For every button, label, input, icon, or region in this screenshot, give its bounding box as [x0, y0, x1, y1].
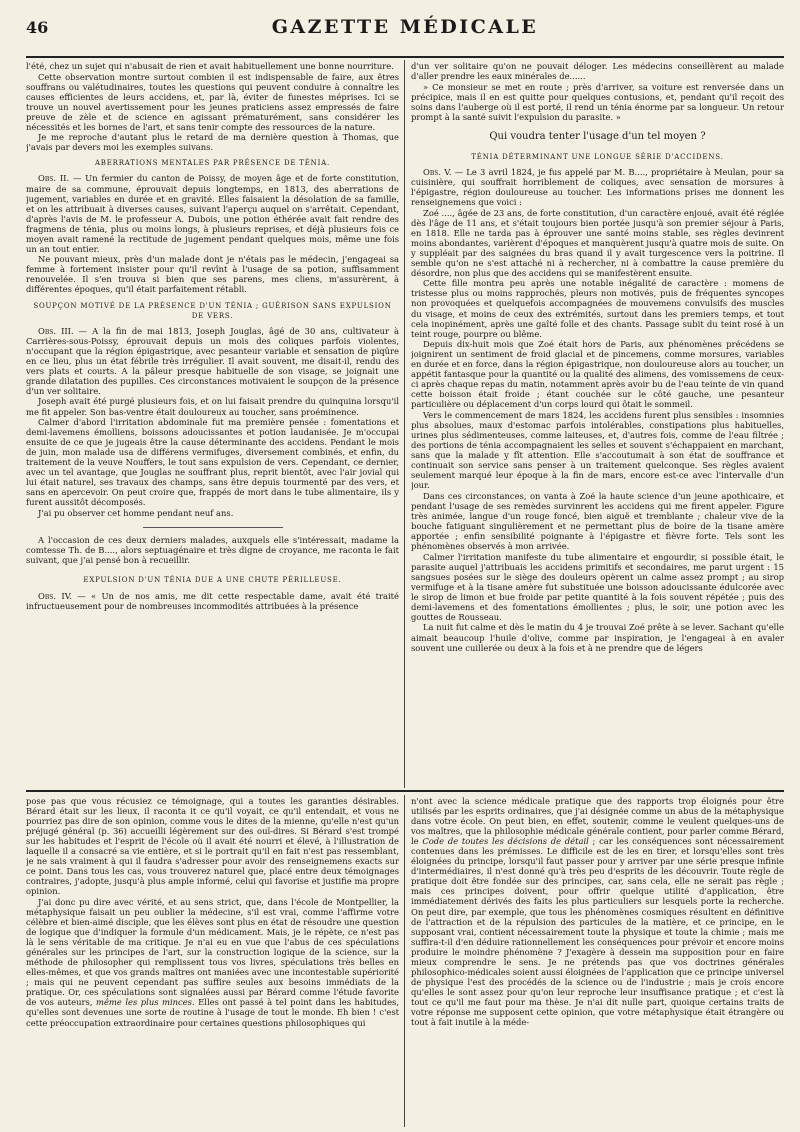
column-top-left — [26, 61, 399, 786]
paragraph: Joseph avait été purgé plusieurs fois, et on lui faisait prendre du quinquina lorsqu'il me fit appeler. Son bas-ventre était douloureux au toucher, sans proéminence. — [26, 396, 399, 417]
column-divider-bottom — [404, 795, 405, 1127]
paragraph: J'ai pu observer cet homme pendant neuf ans. — [38, 507, 234, 518]
paragraph: Cette observation montre surtout combien il est indispensable de faire, aux êtres souffrans ou valétudinaires, toutes les questions qui peuvent conduire à connaître les causes efficientes de leurs accidens, et, par là, éviter de funestes méprises. Ici se trouve un nouvel avertissement pour les jeunes praticiens assez empressés de faire preuve de zèle et de science en agissant prématurément, sans considérer les nécessités et les bornes de l'art, et sans tenir compte des ressources de la nature. — [26, 71, 399, 132]
paragraph: Zoé ...., âgée de 23 ans, de forte constitution, d'un caractère enjoué, avait été réglée dès l'âge de 11 ans, et s'était toujours bien portée jusqu'à son premier séjour à Paris, en 1818. Elle ne tarda pas à éprouver une santé moins stable, ses règles devinrent moins abondantes, varièrent d'époques et manquèrent jusqu'à quatre mois de suite. On y suppléait par des saignées du bras quand il y avait turgescence vers la poitrine. Il semble qu'on ne s'est attaché ni à rechercher, ni à combattre la cause première du désordre, non plus que des accidens qui se manifestèrent ensuite. — [411, 207, 784, 278]
paragraph: Ne pouvant mieux, près d'un malade dont je n'étais pas le médecin, j'engageai sa femme à fortement insister pour qu'il revînt à l'usage de sa potion, suffisamment renouvelée. Il s'en trouva si bien que ses parens, mes cliens, m'assurèrent, à différentes époques, qu'il était parfaitement rétabli. — [26, 254, 399, 295]
paragraph: A l'occasion de ces deux derniers malades, auxquels elle s'intéressait, madame la comtesse Th. de B...., alors septuagénaire et très digne de croyance, me raconta le fait suivant, que j'ai pensé bon à recueillir. — [26, 535, 399, 566]
paragraph — [26, 897, 399, 1028]
observation-paragraph — [26, 173, 399, 253]
paragraph — [411, 796, 784, 1027]
paragraph: Vers le commencement de mars 1824, les accidens furent plus sensibles : insomnies plus absolues, maux d'estomac parfois intolérables, constipations plus habituelles, urines plus sédimenteuses, comme laiteuses, et, d'autres fois, comme de l'eau filtrée ; des portions de ténia accompagnaient les selles et souvent s'échappaient en marchant, sans que la malade y fît attention. Elle s'accoutumait à son état de souffrance et continuait son service sans penser à un traitement quelconque. Ses règles avaient seulement marqué leur époque à la fin de mars, encore est-ce avec l'intervalle d'un jour. — [411, 410, 784, 491]
paragraph: pose pas que vous récusiez ce témoignage, qui a toutes les garanties désirables. Bérard était sur les lieux, il raconta it ce qu'il voyait, ce qu'il entendait, et vous ne pourriez pas dire de son opinion, comme vous le dites de la mienne, qu'elle n'est qu'un préjugé général (p. 36) accueilli légèrement sur des ouï-dires. Si Bérard s'est trompé sur les habitudes et l'esprit de l'école où il avait été nourri et élevé, à l'illustration de laquelle il a consacré sa vie entière, et si le portrait qu'il en fait n'est pas ressemblant, je ne sais vraiment à qui il faudra s'adresser pour avoir des renseignemens exacts sur ce point. Dans tous les cas, vous trouverez naturel que, placé entre deux témoignages contraires, j'adopte, jusqu'à plus ample informé, celui qui favorise et justifie ma propre opinion. — [26, 796, 399, 897]
paragraph: » Ce monsieur se met en route ; près d'arriver, sa voiture est renversée dans un précipice, mais il en est quitte pour quelques contusions, et, pendant qu'il reçoit des soins dans l'auberge où il est porté, il rend un ténia énorme par sa longueur. Un retour prompt à la santé suivit l'expulsion du parasite. » — [411, 81, 784, 122]
column-bottom-right — [411, 796, 784, 1126]
section-heading: EXPULSION D'UN TÉNIA DUE A UNE CHUTE PÉRILLEUSE. — [83, 576, 342, 585]
column-bottom-left — [26, 796, 399, 1126]
emphasis-text: Code de toutes les décisions de détail — [422, 836, 589, 847]
paragraph: Je me reproche d'autant plus le retard de ma dernière question à Thomas, que j'avais par devers moi les exemples suivans. — [26, 132, 399, 153]
observation-paragraph — [26, 591, 399, 611]
section-heading: TÉNIA DÉTERMINANT UNE LONGUE SÉRIE D'ACCIDENS. — [471, 152, 724, 161]
paragraph: Calmer l'irritation manifeste du tube alimentaire et engourdir, si possible était, le parasite auquel j'attribuais les accidens primitifs et secondaires, me parut urgent : 15 sangsues posées sur le siège des douleurs opèrent un calme assez prompt ; au sirop vermifuge et à la tisane amère fut substituée une boisson adoucissante édulcorée avec le sirop de limon et bue froide par petite quantité à la fois souvent répétée ; puis des demi-lavemens et des fomentations émollientes ; plus, le soir, une potion avec les gouttes de Rousseau. — [411, 551, 784, 622]
observation-label: Obs. III. — [38, 325, 74, 336]
observation-label: Obs. V. — [423, 166, 452, 177]
observation-label: Obs. II. — [38, 173, 70, 184]
paragraph: Calmer d'abord l'irritation abdominale fut ma première pensée : fomentations et demi-lavemens émolliens, boissons adoucissantes et potion laudanisée. Je m'occupai ensuite de ce que je jugeais être la cause déterminante des accidens. Pendant le mois de juin, mon malade usa de différens vermifuges, diversement combinés, et enfin, du traitement de la veuve Nouffers, le tout sans expulsion de vers. Cependant, ce dernier, avec un tel avantage, que Jouglas ne souffrant plus, reprit bientôt, avec l'air jovial qui lui était naturel, ses travaux des champs, sans être depuis tourmenté par des vers, et sans en apercevoir. On peut croire que, frappés de mort dans le tube alimentaire, ils y furent aussitôt décomposés. — [26, 417, 399, 508]
observation-text: — A la fin de mai 1813, Joseph Jouglas, âgé de 30 ans, cultivateur à Carrières-sous-Poissy, éprouvait depuis un mois des coliques parfois violentes, n'occupant que la région épigastrique, avec pesanteur variable et sensation de piqûre en ce lieu, plus un état fébrile très irrégulier. Il avait souvent, me disait-il, rendu des vers plats et courts. A la pâleur presque habituelle de son visage, se joignait une grande dilatation des pupilles. Ces circonstances motivaient le soupçon de la présence d'un ver solitaire. — [26, 325, 399, 396]
paragraph: Cette fille montra peu après une notable inégalité de caractère : momens de tristesse plus ou moins rapprochés, pleurs non motivés, puis de fréquentes syncopes non provoquées et quelquefois accompagnées de mouvemens convulsifs des muscles du visage, et moins de ceux des extrémités, surtout dans les premiers temps, et tout cela inopinément, après une gaîté folle et des chants. Passage subit du teint rosé à un teint rouge, pourpre ou blême. — [411, 278, 784, 339]
journal-title: GAZETTE MÉDICALE — [271, 16, 539, 38]
observation-paragraph — [26, 326, 399, 396]
question-line: Qui voudra tenter l'usage d'un tel moyen ? — [489, 130, 706, 142]
section-heading: SOUPÇON MOTIVÉ DE LA PRÉSENCE D'UN TÉNIA ; GUÉRISON SANS EXPULSION DE VERS. — [33, 301, 392, 320]
observation-text: — « Un de nos amis, me dit cette respectable dame, avait été traité infructueusement pour de nombreuses incommodités attribuées à la présence — [26, 591, 399, 612]
paragraph: d'un ver solitaire qu'on ne pouvait déloger. Les médecins conseillèrent au malade d'aller prendre les eaux minérales de...... — [411, 61, 784, 82]
page-number: 46 — [26, 18, 49, 37]
text-run: . Elles ont passé à tel point dans les habitudes, qu'elles sont devenues une sorte de routine à l'usage de tout le monde. Eh bien ! c'est cette préoccupation extraordinaire pour certaines questions philosophiques qui — [26, 997, 399, 1028]
page-header — [26, 14, 784, 42]
section-heading: ABERRATIONS MENTALES PAR PRÉSENCE DE TÉNIA. — [94, 159, 331, 168]
section-rule — [26, 790, 784, 792]
paragraph: l'été, chez un sujet qui n'abusait de rien et avait habituellement une bonne nourriture. — [26, 61, 394, 71]
paragraph: La nuit fut calme et dès le matin du 4 je trouvai Zoé prête à se lever. Sachant qu'elle aimait beaucoup l'huile d'olive, comme par inspiration, je l'engageai à en avaler souvent une cuillerée ou deux à la fois et à ne prendre que de légers — [411, 622, 784, 653]
text-run: n'ont avec la science médicale pratique que des rapports trop éloignés pour être utilisés par les esprits ordinaires, que j'ai désignée comme un abus de la métaphysique dans votre école. On peut bien, en effet, soutenir, comme le veulent quelques-uns de vos maîtres, que la philosophie médicale générale contient, pour parler comme Bérard, le — [411, 796, 784, 847]
column-divider-top — [404, 60, 405, 788]
header-rule — [26, 56, 784, 58]
separator-line — [143, 527, 283, 528]
text-run: J'ai donc pu dire avec vérité, et au sens strict, que, dans l'école de Montpellier, la métaphysique faisait un peu oublier la médecine, s'il est vrai, comme l'affirme votre célèbre et bien-aimé disciple, que les élèves sont plus en état de résoudre une question de logique que d'indiquer la formule d'un médicament. Mais, je le répète, ce n'est pas là le sens véritable de ma critique. Je n'ai eu en vue que l'abus de ces spéculations générales sur les principes de l'art, sur la construction logique de la science, sur la méthode de philosopher qui remplissent tous vos livres, spéculations très belles en elles-mêmes, et que vos grands maîtres ont maniées avec une incontestable supériorité ; mais qui ne peuvent cependant pas suffire seules aux besoins immédiats de la pratique. Or, ces spéculations sont signalées aussi par Bérard comme l'étude favorite de vos auteurs, — [26, 896, 399, 1008]
observation-text: — Un fermier du canton de Poissy, de moyen âge et de forte constitution, maire de sa commune, éprouvait depuis longtemps, en 1813, des aberrations de jugement, variables en durée et en gravité. Elles faisaient la désolation de sa famille, et on les attribuait à diverses causes, suivant l'aperçu auquel on s'arrêtait. Cependant, d'après l'avis de M. le professeur A. Dubois, une potion éthérée avait fait rendre des fragmens de ténia, plus ou moins longs, à plusieurs reprises, et déjà plusieurs fois ce moyen avait ramené la rectitude de jugement pendant quelques mois, même une fois un an tout entier. — [26, 173, 399, 254]
observation-text: — Le 3 avril 1824, je fus appelé par M. B...., propriétaire à Meulan, pour sa cuisinière, qui souffrait horriblement de coliques, avec sensation de morsures à l'épigastre, région douloureuse au toucher. Les informations prises me donnent les renseignemens que voici : — [411, 166, 784, 208]
paragraph: Dans ces circonstances, on vanta à Zoé la haute science d'un jeune apothicaire, et pendant l'usage de ses remèdes survinrent les accidens qui me firent appeler. Figure très animée, langue d'un rouge foncé, bien aiguë et tremblante ; chaleur vive de la bouche fatiguant singulièrement et ne permettant plus de boire de la tisane amère apportée ; enfin sensibilité poignante à l'épigastre et fièvre forte. Tels sont les phénomènes observés à mon arrivée. — [411, 490, 784, 552]
column-top-right — [411, 61, 784, 786]
paragraph: Depuis dix-huit mois que Zoé était hors de Paris, aux phénomènes précédens se joignirent un sentiment de froid glacial et de pincemens, comme morsures, variables en durée et en force, dans la région épigastrique, non douloureuse alors au toucher, un appétit fantasque pour la quantité ou la qualité des alimens, des vomissemens de ceux-ci après chaque repas du matin, notamment après avoir bu de l'eau teinte de vin quand cette boisson était froide ; étant couchée sur le côté gauche, une pesanteur particulière ou déplacement d'un corps lourd qui ôtait le sommeil. — [411, 339, 784, 410]
observation-label: Obs. IV. — [38, 591, 72, 602]
emphasis-text: même les plus minces — [96, 997, 192, 1008]
observation-paragraph — [411, 167, 784, 207]
text-run: ; car les conséquences sont nécessairement contenues dans les prémisses. Le difficile est de les en tirer, et lorsqu'elles sont très éloignées du principe, lorsqu'il faut passer pour y arriver par une série presque infinie d'intermédiaires, il n'est donné qu'à très peu d'esprits de les découvrir. Toute règle de pratique doit être fondée sur des principes, car, sans cela, elle ne serait pas règle ; mais ces principes doivent, pour offrir quelque utilité d'application, être immédiatement dérivés des faits les plus particuliers sur lesquels porte la recherche. On peut dire, par exemple, que tous les phénomènes cosmiques résultent en définitive de l'attraction et de la répulsion des particules de la matière, et ce principe, en le supposant vrai, contient nécessairement toute la physique et toute la chimie ; mais me suffira-t-il d'en déduire rationnellement les conséquences pour prévoir et encore moins produire le moindre phénomène ? J'exagère à dessein ma supposition pour en faire mieux comprendre le sens. Je ne prétends pas que vos doctrines générales philosophico-médicales soient aussi éloignées de l'application que ce principe universel de physique l'est des procédés de la science ou de l'industrie ; mais je crois encore qu'elles le sont assez pour qu'on leur reproche leur insuffisance pratique ; et c'est là tout ce qu'il me faut pour ma thèse. Je n'ai dit nulle part, quoique certains traits de votre réponse me supposent cette opinion, que votre métaphysique était étrangère ou tout à fait inutile à la méde- — [411, 836, 784, 1028]
